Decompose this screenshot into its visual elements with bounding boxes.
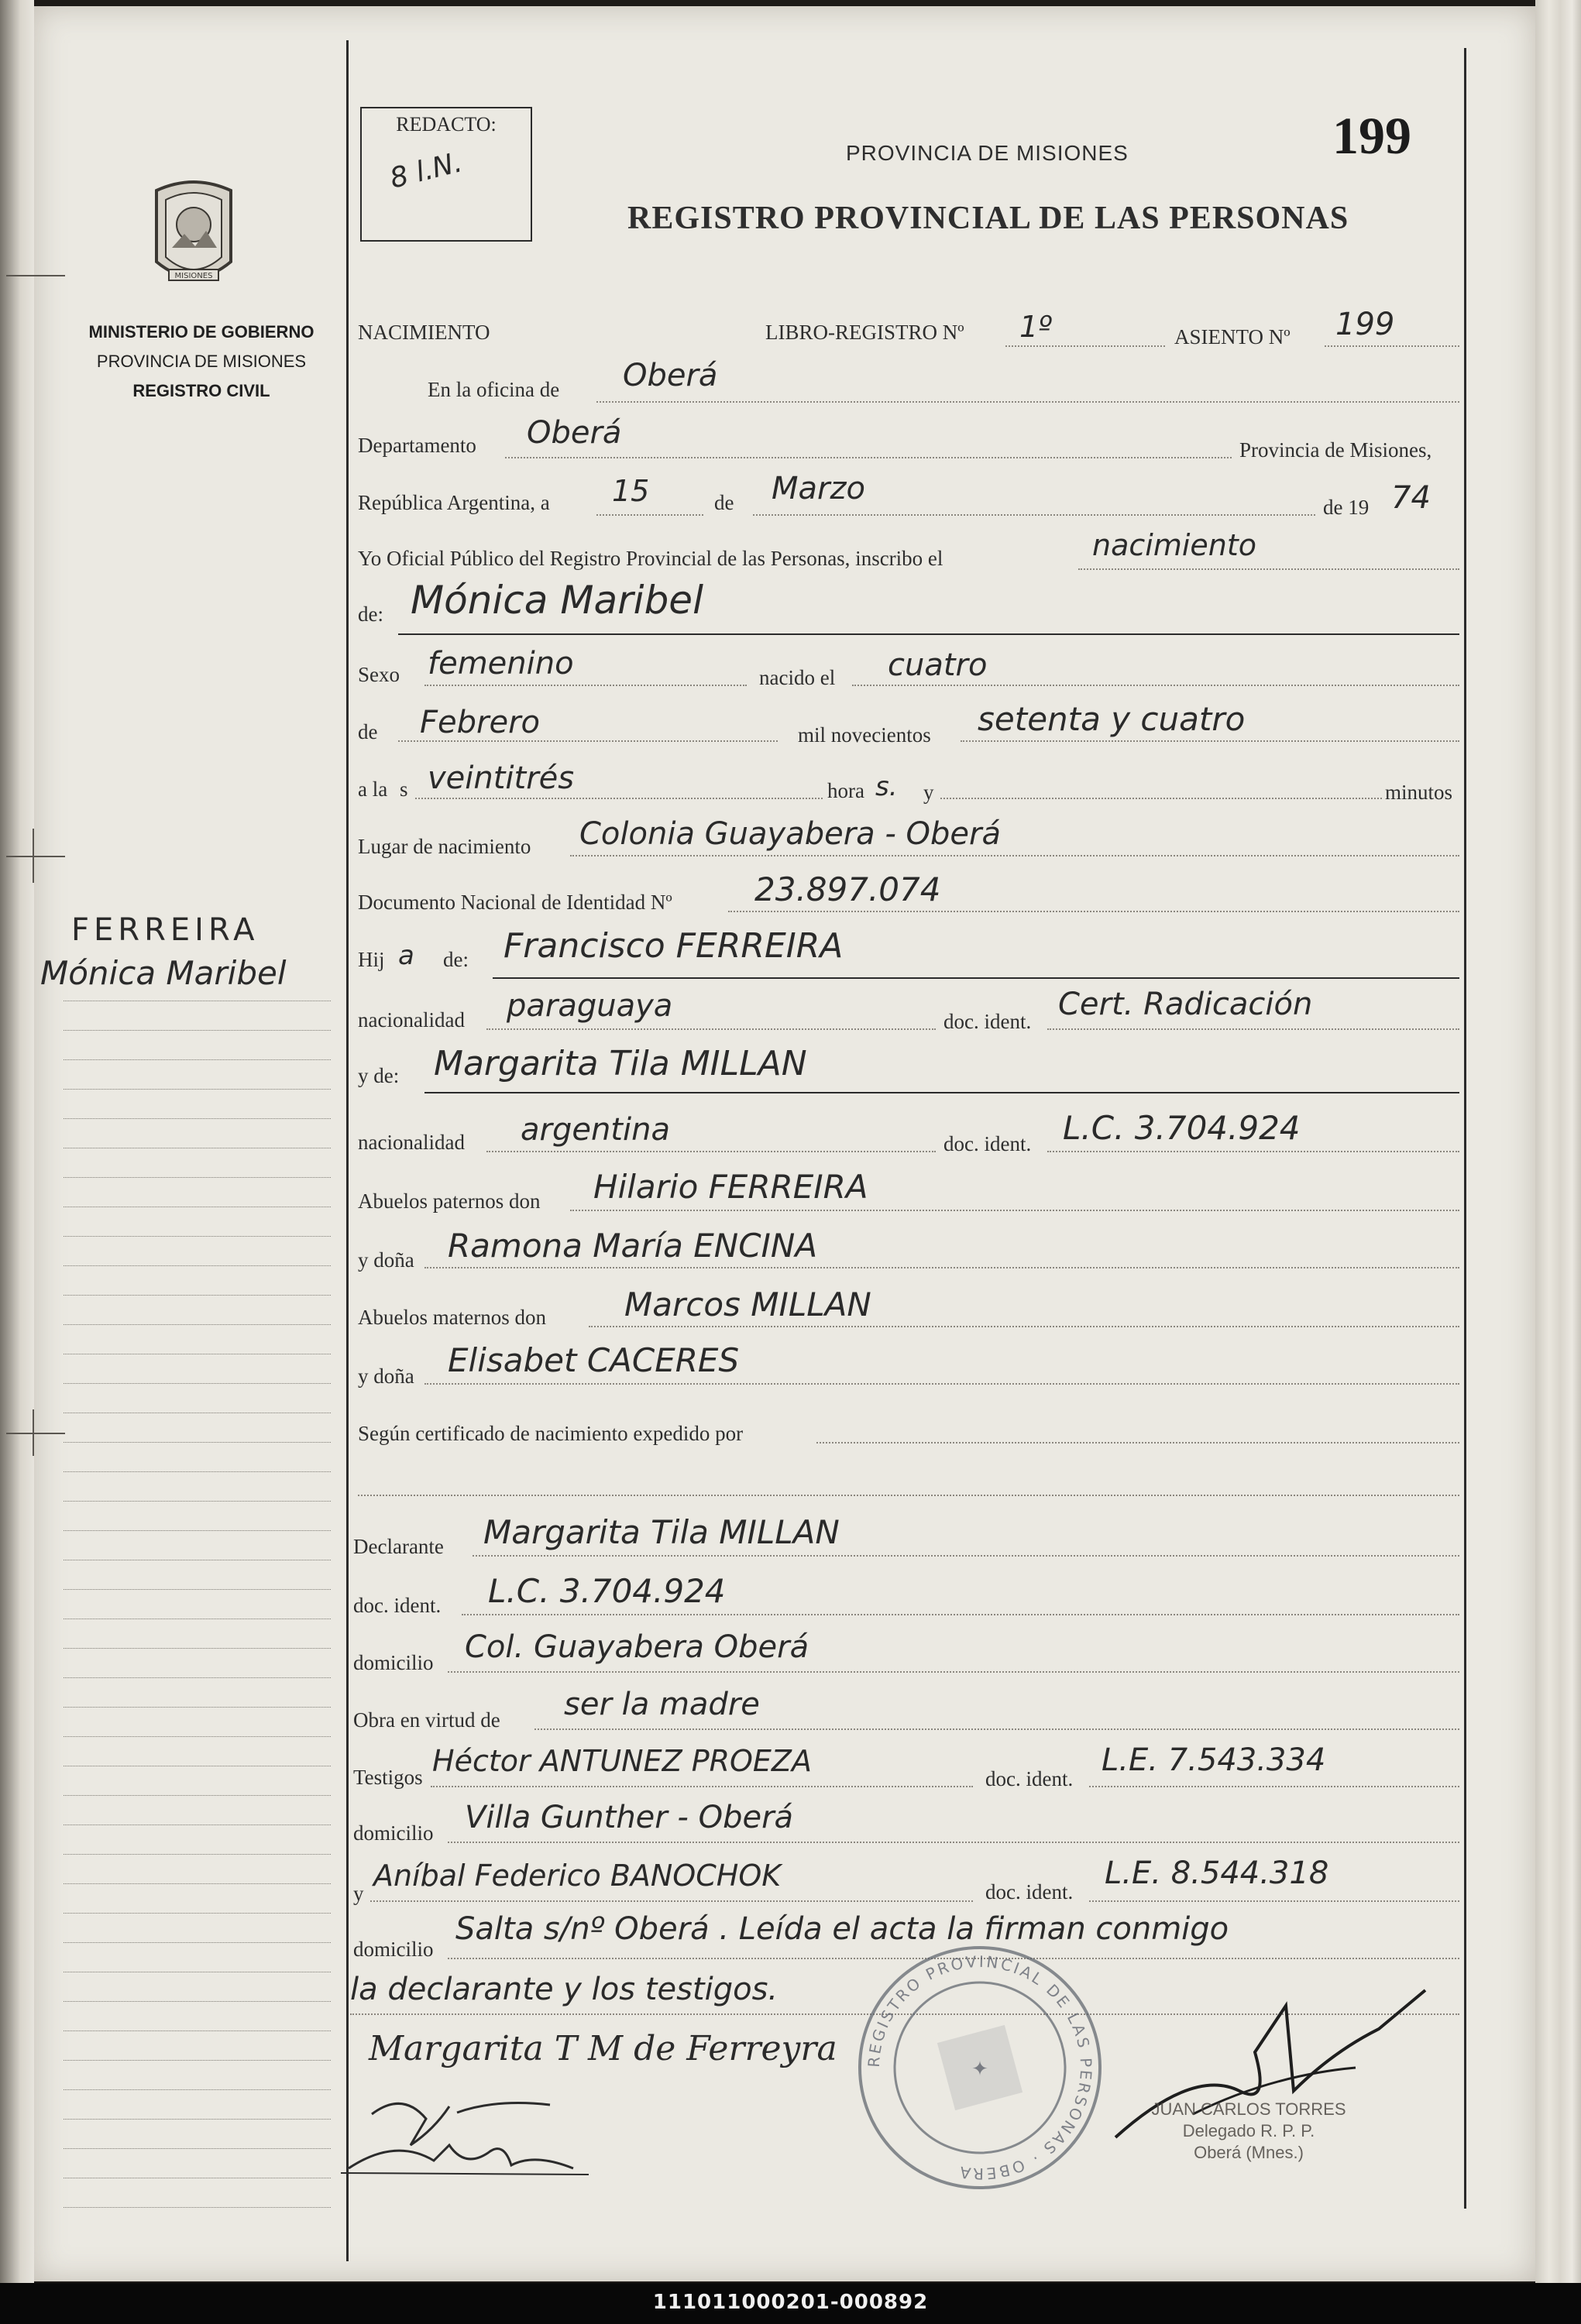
margin-ruled-line [64, 1030, 331, 1031]
obra-value: ser la madre [564, 1687, 760, 1722]
nacido-field-line [852, 685, 1459, 686]
delegado-place: Oberá (Mnes.) [1194, 2143, 1304, 2162]
margin-ruled-line [64, 1530, 331, 1531]
asiento-value: 199 [1335, 307, 1395, 342]
nac-padre-value: paraguaya [507, 988, 673, 1024]
declarante-label: Declarante [353, 1535, 444, 1558]
ministry-line3: REGISTRO CIVIL [132, 381, 270, 400]
margin-ruled-line [64, 1854, 331, 1855]
abuela-mat-value: Elisabet CACERES [448, 1341, 740, 1379]
de2-label: de: [358, 602, 383, 626]
anio-value: 74 [1391, 480, 1431, 516]
margin-ruled-line [64, 1324, 331, 1325]
margin-ruled-line [64, 1501, 331, 1502]
declarante-signature: Margarita T M de Ferreyra [369, 2029, 837, 2068]
alas-label: a la [358, 778, 388, 801]
margin-ruled-line [64, 1648, 331, 1649]
margin-ruled-line [64, 1736, 331, 1737]
testigo2-doc-label: doc. ident. [985, 1880, 1074, 1903]
obra-field-line [534, 1728, 1459, 1730]
republica-label: República Argentina, a [358, 491, 550, 514]
margin-ruled-line [64, 2030, 331, 2031]
redacto-note: 8 l.N. [387, 146, 466, 195]
anio-prefix: de 19 [1323, 496, 1370, 519]
oficina-value: Oberá [623, 358, 718, 393]
hij-de-label: de: [443, 948, 469, 971]
nac-madre-label: nacionalidad [358, 1131, 465, 1154]
margin-ruled-line [64, 1442, 331, 1443]
doc-padre-label: doc. ident. [943, 1010, 1032, 1033]
abuelos-mat-label: Abuelos maternos don [358, 1306, 546, 1329]
testigo1-dom-field-line [448, 1842, 1459, 1843]
segun-field-line [816, 1442, 1459, 1443]
padre-value: Francisco FERREIRA [504, 926, 844, 966]
asiento-label: ASIENTO Nº [1174, 325, 1291, 348]
mil-label: mil novecientos [798, 723, 931, 747]
minutos-field-line [940, 798, 1382, 799]
abuela-mat-field-line [424, 1383, 1459, 1385]
hora-suffix: s. [875, 771, 898, 802]
margin-ruled-line [64, 1795, 331, 1796]
oficina-label: En la oficina de [428, 378, 560, 401]
testigo1-doc-value: L.E. 7.543.334 [1102, 1742, 1326, 1778]
margin-ruled-line [64, 1118, 331, 1119]
testigo2-field-line [370, 1900, 973, 1902]
margin-ruled-line [64, 1589, 331, 1590]
dni-value: 23.897.074 [754, 870, 941, 908]
doc-padre-field-line [1047, 1028, 1459, 1030]
testigo1-doc-label: doc. ident. [985, 1767, 1074, 1790]
anio-nac-field-line [961, 740, 1459, 742]
svg-text:REGISTRO PROVINCIAL DE LAS PER: REGISTRO PROVINCIAL DE LAS PERSONAS · OBERA [864, 1952, 1096, 2184]
lugar-field-line [570, 855, 1459, 856]
stitch-mark [6, 1433, 65, 1434]
page-edge [1535, 0, 1581, 2283]
margin-given-name: Mónica Maribel [40, 954, 287, 992]
nombre-field-line [398, 633, 1459, 635]
oficial-field-line [1078, 568, 1459, 570]
doc-padre-value: Cert. Radicación [1058, 987, 1313, 1022]
testigo2-doc-field-line [1089, 1900, 1459, 1902]
delegado-title: Delegado R. P. P. [1182, 2121, 1315, 2140]
testigo1-field-line [431, 1786, 973, 1787]
margin-ruled-line [64, 1265, 331, 1266]
mes-value: Marzo [772, 471, 865, 506]
hora-field-line [415, 798, 823, 799]
abuelos-pat-label: Abuelos paternos don [358, 1189, 541, 1213]
page-number: 199 [1332, 106, 1411, 165]
testigo2-dom-label: domicilio [353, 1938, 434, 1961]
mes-nac-value: Febrero [420, 705, 540, 740]
testigos-label: Testigos [353, 1766, 423, 1789]
mes-field-line [753, 514, 1315, 516]
nac-madre-field-line [486, 1151, 936, 1152]
declarante-value: Margarita Tila MILLAN [483, 1513, 840, 1551]
margin-ruled-line [64, 2119, 331, 2120]
svg-text:✦: ✦ [971, 2058, 988, 2081]
nacido-label: nacido el [759, 666, 836, 689]
madre-value: Margarita Tila MILLAN [434, 1044, 807, 1083]
yde-label: y de: [358, 1064, 400, 1087]
libro-field-line [1005, 345, 1165, 347]
ministry-line2: PROVINCIA DE MISIONES [96, 352, 307, 371]
nacimiento-label: NACIMIENTO [358, 321, 490, 344]
nac-padre-field-line [486, 1028, 936, 1030]
ministry-block [70, 318, 333, 406]
decl-dom-label: domicilio [353, 1651, 434, 1674]
redacto-box [360, 107, 532, 242]
left-binding [0, 0, 34, 2283]
scan-id: 111011000201-000892 [652, 2291, 929, 2314]
madre-field-line [424, 1092, 1459, 1093]
testigo1-doc-field-line [1089, 1786, 1459, 1787]
alas-suffix: s [400, 778, 408, 801]
departamento-value: Oberá [527, 415, 622, 451]
closing-text: la declarante y los testigos. [350, 1972, 778, 2007]
hora-value: veintitrés [428, 760, 575, 796]
sexo-field-line [424, 685, 747, 686]
dia-value: 15 [612, 474, 650, 508]
delegado-stamp [1109, 2099, 1388, 2164]
doc-madre-field-line [1047, 1151, 1459, 1152]
departamento-field-line [505, 457, 1232, 458]
libro-label: LIBRO-REGISTRO Nº [765, 321, 964, 344]
libro-value: 1º [1019, 310, 1053, 344]
margin-ruled-line [64, 1383, 331, 1384]
dni-field-line [728, 911, 1459, 912]
decl-dom-field-line [448, 1671, 1459, 1673]
stitch-mark [6, 275, 65, 276]
margin-ruled-line [64, 1089, 331, 1090]
margin-ruled-line [64, 1236, 331, 1237]
abuelo-mat-value: Marcos MILLAN [624, 1286, 871, 1323]
departamento-label: Departamento [358, 434, 476, 457]
stitch-mark [33, 1409, 34, 1456]
lugar-label: Lugar de nacimiento [358, 835, 531, 858]
ydona-pat-label: y doña [358, 1248, 414, 1272]
provincia-label: Provincia de Misiones, [1239, 438, 1432, 462]
margin-ruled-line [64, 1471, 331, 1472]
testigo2-value: Aníbal Federico BANOCHOK [373, 1859, 782, 1893]
declarante-field-line [473, 1555, 1459, 1557]
doc-madre-label: doc. ident. [943, 1132, 1032, 1155]
doc-madre-value: L.C. 3.704.924 [1063, 1109, 1301, 1147]
margin-rule [346, 40, 349, 2261]
hij-label: Hij [358, 948, 385, 971]
padre-field-line [493, 977, 1459, 979]
hij-suffix: a [398, 940, 414, 971]
oficial-label: Yo Oficial Público del Registro Provincial de las Personas, inscribo el [358, 547, 943, 570]
oficina-field-line [596, 401, 1459, 403]
mes-nac-field-line [398, 740, 778, 742]
hora-label: hora [827, 779, 864, 802]
dni-label: Documento Nacional de Identidad Nº [358, 891, 672, 914]
sexo-value: femenino [428, 646, 574, 681]
decl-doc-field-line [462, 1614, 1459, 1615]
abuelo-mat-field-line [589, 1326, 1459, 1327]
svg-text:MISIONES: MISIONES [174, 272, 213, 280]
de3-label: de [358, 720, 378, 743]
anio-nac-value: setenta y cuatro [978, 700, 1246, 738]
margin-ruled-line [64, 1177, 331, 1178]
stitch-mark [33, 829, 34, 883]
header-registry: REGISTRO PROVINCIAL DE LAS PERSONAS [627, 201, 1349, 236]
testigo1-value: Héctor ANTUNEZ PROEZA [432, 1744, 812, 1778]
asiento-field-line [1325, 345, 1459, 347]
witness-signatures [341, 2075, 620, 2192]
abuelo-pat-value: Hilario FERREIRA [593, 1168, 868, 1206]
decl-doc-value: L.C. 3.704.924 [488, 1572, 726, 1610]
margin-ruled-line [64, 1677, 331, 1678]
margin-ruled-line [64, 2001, 331, 2002]
stitch-mark [6, 856, 65, 857]
testigo1-dom-value: Villa Gunther - Oberá [465, 1800, 794, 1835]
de-label: de [714, 491, 734, 514]
delegado-name: JUAN CARLOS TORRES [1151, 2099, 1346, 2119]
segun-field-line-2 [358, 1495, 1459, 1496]
ministry-line1: MINISTERIO DE GOBIERNO [88, 322, 314, 342]
nac-madre-value: argentina [521, 1112, 670, 1148]
nac-padre-label: nacionalidad [358, 1008, 465, 1032]
margin-ruled-line [64, 1295, 331, 1296]
shield-seal-icon [141, 177, 246, 297]
margin-ruled-line [64, 1707, 331, 1708]
margin-ruled-line [64, 2207, 331, 2208]
y-label: y [923, 781, 934, 804]
margin-surname: FERREIRA [71, 912, 259, 948]
lugar-value: Colonia Guayabera - Oberá [579, 816, 1001, 852]
margin-ruled-line [64, 2148, 331, 2149]
header-province: PROVINCIA DE MISIONES [846, 141, 1129, 165]
testigo2-dom-value: Salta s/nº Oberá . Leída el acta la firman conmigo [455, 1911, 1229, 1947]
y2-label: y [353, 1882, 364, 1905]
right-rule [1464, 48, 1466, 2209]
margin-ruled-line [64, 2060, 331, 2061]
abuela-pat-value: Ramona María ENCINA [448, 1227, 818, 1265]
testigo1-dom-label: domicilio [353, 1821, 434, 1845]
margin-ruled-line [64, 2089, 331, 2090]
margin-ruled-line [64, 1059, 331, 1060]
ydona-mat-label: y doña [358, 1365, 414, 1388]
testigo2-doc-value: L.E. 8.544.318 [1105, 1855, 1329, 1891]
abuela-pat-field-line [424, 1267, 1459, 1268]
minutos-label: minutos [1385, 781, 1453, 804]
margin-ruled-line [64, 1883, 331, 1884]
dia-field-line [596, 514, 703, 516]
oficial-value: nacimiento [1092, 528, 1257, 562]
obra-label: Obra en virtud de [353, 1708, 500, 1732]
registry-stamp [852, 1940, 1108, 2195]
decl-doc-label: doc. ident. [353, 1594, 442, 1617]
segun-label: Según certificado de nacimiento expedido por [358, 1422, 744, 1445]
decl-dom-value: Col. Guayabera Oberá [465, 1629, 809, 1665]
margin-ruled-line [64, 1913, 331, 1914]
sexo-label: Sexo [358, 663, 400, 686]
nacido-value: cuatro [888, 647, 988, 683]
nombre-value: Mónica Maribel [411, 578, 703, 623]
margin-ruled-line [64, 1942, 331, 1943]
abuelo-pat-field-line [570, 1210, 1459, 1211]
redacto-label: REDACTO: [396, 113, 497, 136]
